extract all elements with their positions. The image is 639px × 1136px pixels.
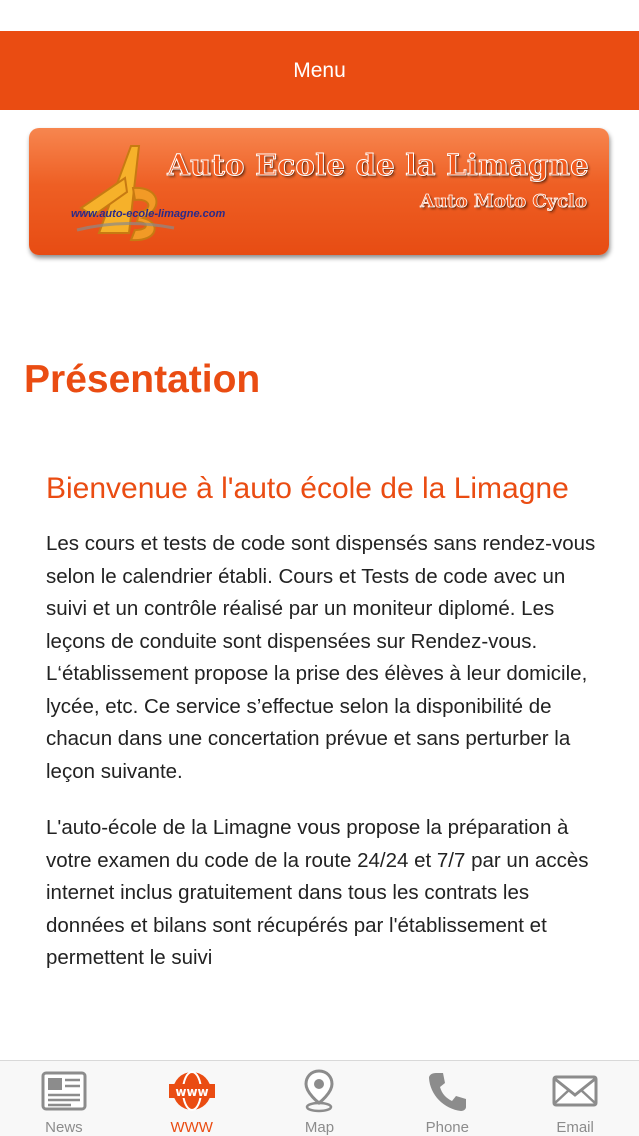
phone-icon: [424, 1069, 470, 1113]
menu-button[interactable]: [0, 31, 639, 110]
banner-title: Auto Ecole de la Limagne: [167, 148, 589, 182]
page-title: Présentation: [24, 358, 261, 401]
menu-label: Menu: [293, 58, 346, 82]
globe-www-icon: [169, 1069, 215, 1113]
tab-map[interactable]: [256, 1061, 384, 1136]
envelope-icon: [552, 1069, 598, 1113]
map-pin-icon: [296, 1069, 342, 1113]
section-heading: Bienvenue à l'auto école de la Limagne: [46, 472, 569, 505]
tab-www[interactable]: [128, 1061, 256, 1136]
tab-news-label: News: [45, 1119, 83, 1136]
newspaper-icon: [41, 1069, 87, 1113]
tab-map-label: Map: [304, 1119, 335, 1136]
tab-email[interactable]: [511, 1061, 639, 1136]
svg-text:www: www: [175, 1085, 209, 1099]
tab-phone-label: Phone: [425, 1119, 469, 1136]
tab-www-label: WWW: [170, 1119, 213, 1136]
banner-subtitle: Auto Moto Cyclo: [420, 191, 587, 212]
tab-news[interactable]: [0, 1061, 128, 1136]
logo-icon: [69, 138, 179, 248]
content-area: [46, 472, 606, 975]
bottom-tab-bar: [0, 1060, 639, 1136]
tab-phone[interactable]: [383, 1061, 511, 1136]
header-banner: [29, 128, 609, 255]
paragraph-online-code: L'auto-école de la Limagne vous propose la préparation à votre examen du code de la route 24/24 et 7/7 par un accès internet inclus gratuitement dans tous les contrats les données et bilans sont récupérés par l'établissement et permettent le suivi: [46, 816, 589, 969]
banner-url: www.auto-ecole-limagne.com: [71, 208, 226, 220]
paragraph-intro: Les cours et tests de code sont dispensés sans rendez-vous selon le calendrier établi. Cours et Tests de code avec un suivi et un contrôle réalisé par un moniteur diplomé. Les leçons de conduite sont dispensées sur Rendez-vous. L‘établissement propose la prise des élèves à leur domicile, lycée, etc. Ce service s’effectue selon la disponibilité de chacun dans une concertation prévue et sans perturber la leçon suivante.: [46, 532, 596, 783]
tab-email-label: Email: [556, 1119, 594, 1136]
